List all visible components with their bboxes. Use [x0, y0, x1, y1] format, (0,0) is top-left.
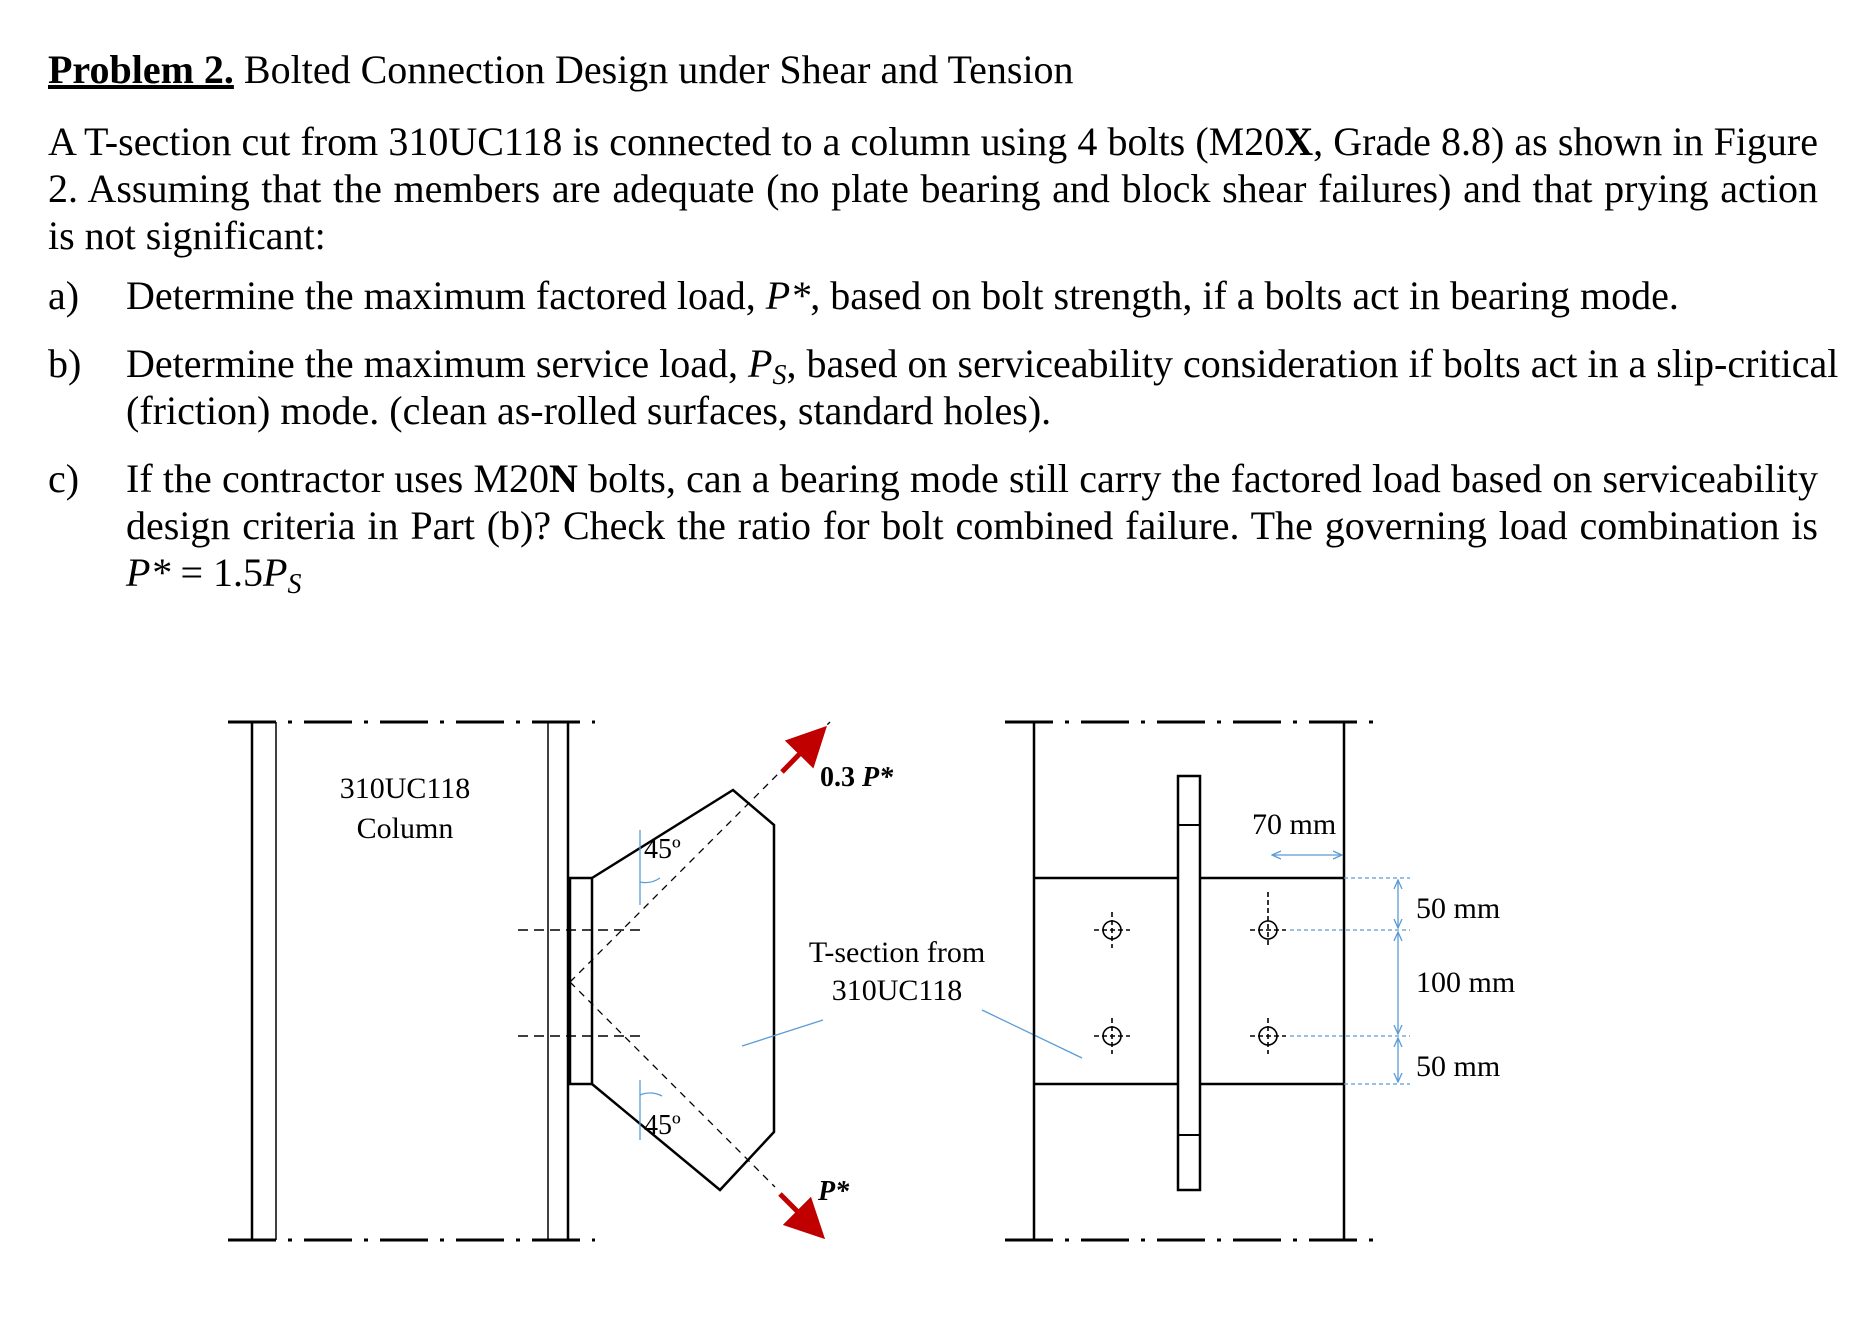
part-a-text-1: Determine the maximum factored load, [126, 273, 766, 318]
leader-line-left [742, 1020, 823, 1046]
load-line-lower [570, 982, 775, 1187]
load-combination-eq: = 1.5 [170, 550, 263, 595]
service-load-symbol: P [748, 341, 773, 386]
service-load-subscript: S [772, 360, 787, 391]
intro-text: , Grade 8.8) as shown in Figure [1313, 119, 1818, 164]
load-arrow-bottom [780, 1194, 818, 1232]
tsection-label-1: T-section from [808, 936, 986, 969]
bolt-category-n: N [548, 456, 578, 501]
intro-text: A T-section cut from 310UC118 is connected to a column using 4 bolts (M20 [48, 119, 1285, 164]
tsection-label-2: 310UC118 [831, 974, 963, 1007]
bolt-category-x: X [1284, 119, 1314, 164]
intro-line-2: 2. Assuming that the members are adequate (no plate bearing and block shear failures) and that prying action [48, 166, 1818, 211]
problem-label: Problem 2. [48, 47, 234, 92]
tsection-web [592, 790, 774, 1190]
bolt-hole [1250, 1018, 1286, 1054]
part-b-text-3: (friction) mode. (clean as-rolled surfaces, standard holes). [126, 388, 1052, 433]
dim-100-label: 100 mm [1416, 966, 1516, 999]
part-b-text-1: Determine the maximum service load, [126, 341, 749, 386]
dim-50-bottom-label: 50 mm [1416, 1050, 1501, 1083]
column-label-1: 310UC118 [339, 772, 471, 805]
angle-markers [640, 830, 662, 1140]
service-load-symbol: P [263, 550, 288, 595]
column-label-2: Column [356, 812, 454, 845]
intro-line-3: is not significant: [48, 213, 326, 258]
dim-70-label: 70 mm [1252, 808, 1337, 841]
tsection-stem [1178, 776, 1200, 1190]
bolt-hole [1250, 892, 1286, 948]
bolt-hole [1094, 1018, 1130, 1054]
load-arrow-top [782, 733, 820, 772]
tsection-flange [570, 878, 592, 1084]
load-bottom-label: P* [818, 1176, 850, 1207]
bolt-hole [1094, 912, 1130, 948]
dim-50-top-label: 50 mm [1416, 892, 1501, 925]
service-load-subscript: S [287, 569, 302, 600]
problem-title: Bolted Connection Design under Shear and Tension [233, 47, 1074, 92]
factored-load-symbol: P* [126, 550, 171, 595]
angle-label-bottom: 45º [644, 1110, 681, 1141]
leader-line-right [982, 1010, 1082, 1058]
part-c-text-2: bolts, can a bearing mode still carry the factored load based on serviceability [577, 456, 1819, 501]
part-c-label: c) [48, 456, 80, 501]
load-top-label: 0.3 P* [820, 762, 894, 793]
part-c-text-1: If the contractor uses M20 [126, 456, 549, 501]
part-c-text-3: design criteria in Part (b)? Check the ratio for bolt combined failure. The governing load combination is [126, 503, 1818, 548]
part-a-label: a) [48, 273, 80, 318]
angle-label-top: 45º [644, 834, 681, 865]
dimension-extensions [1290, 878, 1410, 1084]
part-a-text-2: , based on bolt strength, if a bolts act in bearing mode. [810, 273, 1679, 318]
factored-load-symbol: P* [765, 273, 811, 318]
part-b-label: b) [48, 341, 82, 386]
part-b-text-2: , based on serviceability consideration if bolts act in a slip-critical [786, 341, 1839, 386]
